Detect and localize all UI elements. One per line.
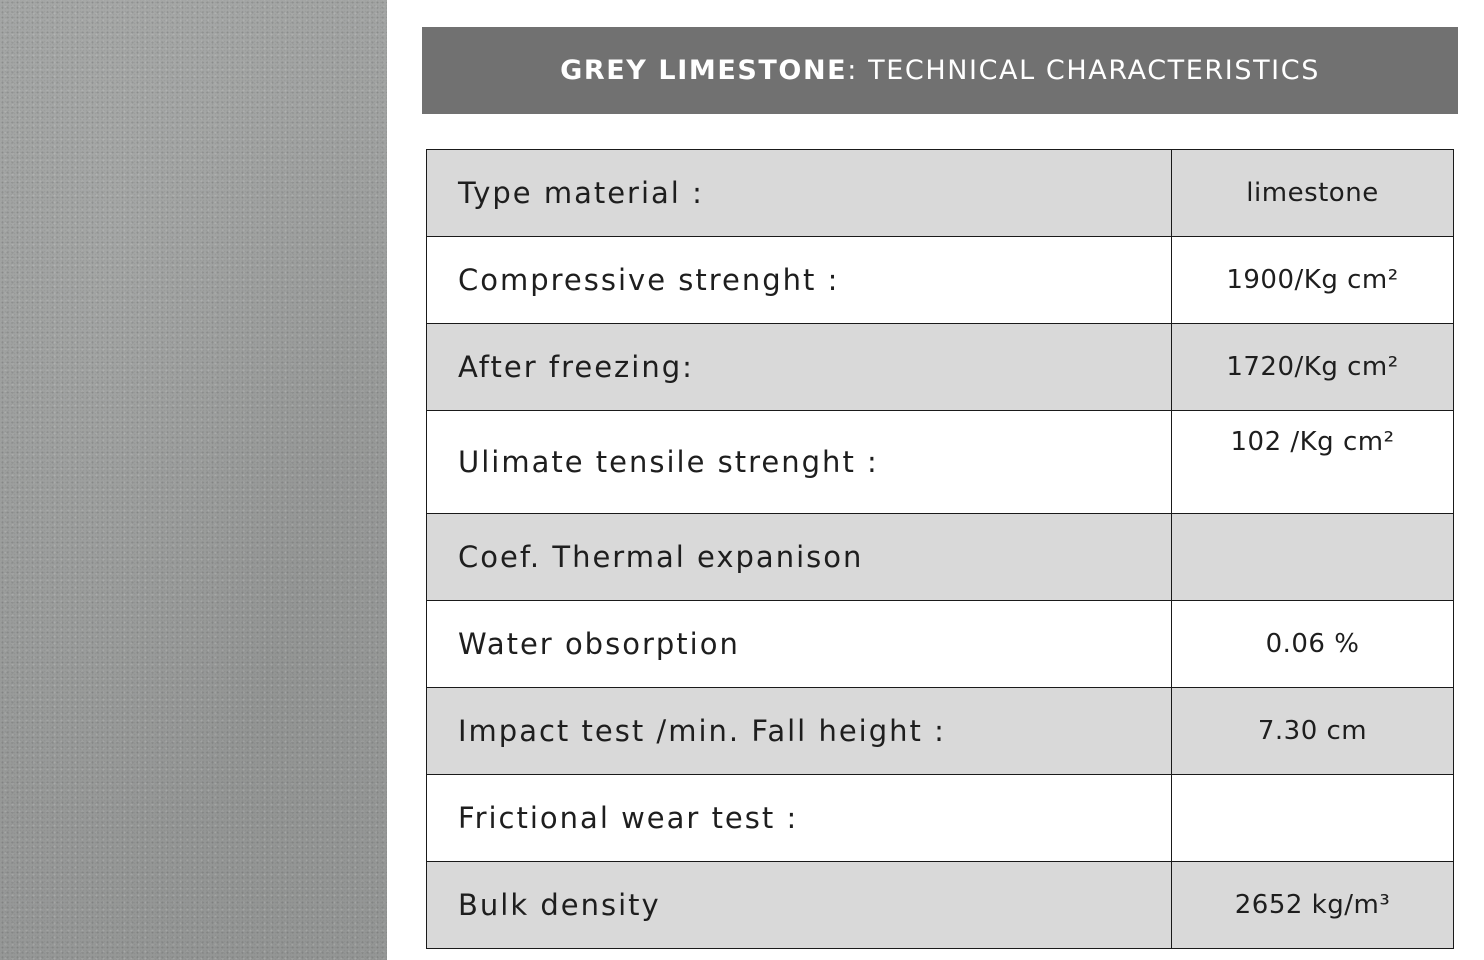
table-row	[427, 601, 1454, 688]
table-row	[427, 411, 1454, 514]
row-value: 7.30 cm	[1172, 688, 1454, 775]
row-value	[1172, 514, 1454, 601]
row-label: Water obsorption	[427, 601, 1172, 688]
row-value	[1172, 775, 1454, 862]
row-label: Compressive strenght :	[427, 237, 1172, 324]
header-title-rest: : TECHNICAL CHARACTERISTICS	[847, 55, 1320, 86]
row-label: After freezing:	[427, 324, 1172, 411]
table-row	[427, 514, 1454, 601]
row-label: Frictional wear test :	[427, 775, 1172, 862]
row-label: Bulk density	[427, 862, 1172, 949]
row-value: 102 /Kg cm²	[1172, 411, 1454, 514]
table-row	[427, 324, 1454, 411]
spec-table	[426, 149, 1454, 949]
table-row	[427, 688, 1454, 775]
row-value: 2652 kg/m³	[1172, 862, 1454, 949]
header-band	[422, 27, 1458, 114]
row-value: limestone	[1172, 150, 1454, 237]
table-row	[427, 862, 1454, 949]
row-label: Ulimate tensile strenght :	[427, 411, 1172, 514]
row-label: Coef. Thermal expanison	[427, 514, 1172, 601]
table-row	[427, 775, 1454, 862]
header-title-bold: GREY LIMESTONE	[560, 55, 848, 86]
row-value: 1720/Kg cm²	[1172, 324, 1454, 411]
stone-swatch-image	[0, 0, 387, 960]
row-value: 0.06 %	[1172, 601, 1454, 688]
table-row	[427, 237, 1454, 324]
table-row	[427, 150, 1454, 237]
row-label: Impact test /min. Fall height :	[427, 688, 1172, 775]
row-value: 1900/Kg cm²	[1172, 237, 1454, 324]
row-label: Type material :	[427, 150, 1172, 237]
